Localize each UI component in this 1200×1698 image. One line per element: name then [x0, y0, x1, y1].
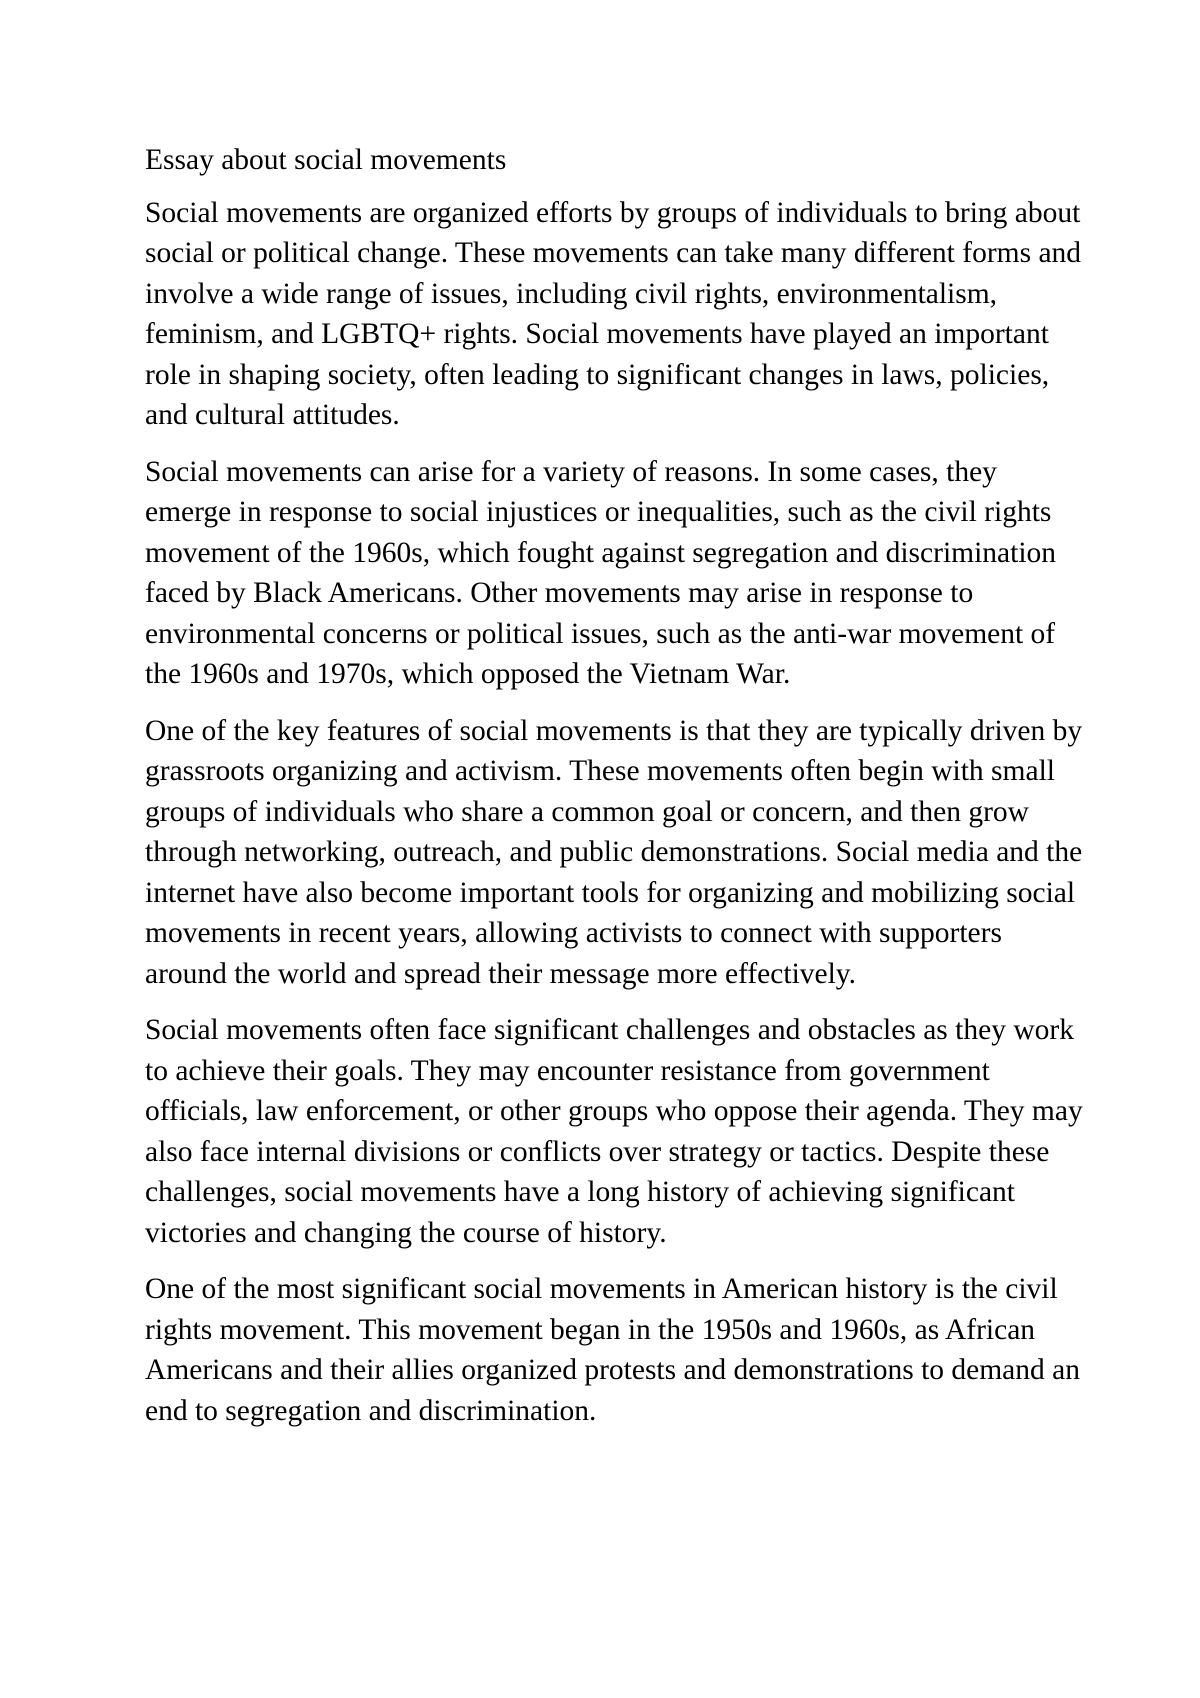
paragraph-1: Social movements are organized efforts by groups of individuals to bring about social or political change. These movements can take many different forms and involve a wide range of issues, including civil rights, environmentalism, feminism, and LGBTQ+ rights. Social movements have played an important role in shaping society, often leading to significant changes in laws, policies, and cultural attitudes.: [145, 196, 1082, 431]
paragraph-2: Social movements can arise for a variety of reasons. In some cases, they emerge in response to social injustices or inequalities, such as the civil rights movement of the 1960s, which fought against segregation and discrimination faced by Black Americans. Other movements may arise in response to environmental concerns or political issues, such as the anti-war movement of the 1960s and 1970s, which opposed the Vietnam War.: [145, 455, 1057, 690]
paragraph-5: One of the most significant social movements in American history is the civil rights movement. This movement began in the 1950s and 1960s, as African Americans and their allies organized protests and demonstrations to demand an end to segregation and discrimination.: [145, 1273, 1080, 1427]
paragraph-4: Social movements often face significant challenges and obstacles as they work to achieve their goals. They may encounter resistance from government officials, law enforcement, or other groups who oppose their agenda. They may also face internal divisions or conflicts over strategy or tactics. Despite these challenges, social movements have a long history of achieving significant victories and changing the course of history.: [145, 1014, 1083, 1249]
document-title: Essay about social movements: [145, 144, 507, 176]
document-page: [145, 140, 1085, 1447]
paragraph-3: One of the key features of social movements is that they are typically driven by grassroots organizing and activism. These movements often begin with small groups of individuals who share a common goal or concern, and then grow through networking, outreach, and public demonstrations. Social media and the internet have also become important tools for organizing and mobilizing social movements in recent years, allowing activists to connect with supporters around the world and spread their message more effectively.: [145, 714, 1083, 990]
